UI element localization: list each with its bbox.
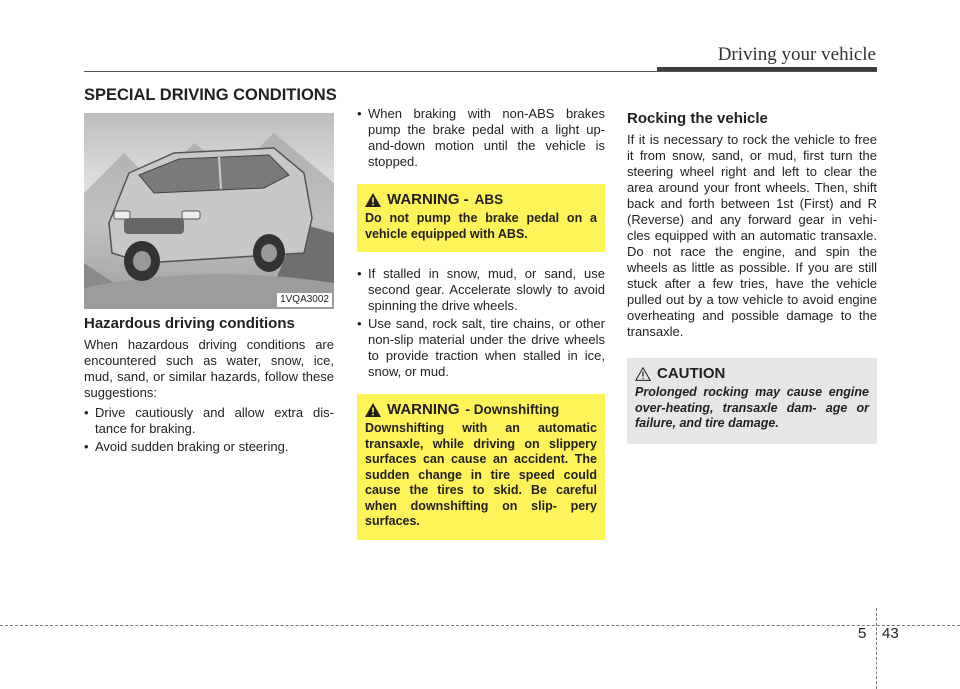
braking-bullet: • When braking with non-ABS brakes pump the brake pedal with a light up- and-down motion until the vehicle is stopped.	[357, 106, 605, 170]
warning-abs-label: WARNING -	[387, 191, 469, 208]
page-number: 43	[882, 625, 899, 642]
hazardous-intro: When hazardous driving conditions are encountered such as water, snow, ice, mud, sand, or similar hazards, follow these suggestions:	[84, 337, 334, 400]
hazardous-bullet-1: • Drive cautiously and allow extra dis- tance for braking.	[84, 405, 334, 437]
warning-abs-sub: ABS	[474, 192, 504, 207]
caution-label: CAUTION	[657, 365, 726, 382]
traction-bullet: • Use sand, rock salt, tire chains, or other non-slip material under the drive wheels to provide traction when stalled in ice, snow, or mud.	[357, 316, 605, 380]
hazardous-bullet-2: • Avoid sudden braking or steering.	[84, 439, 334, 455]
warning-downshift-sub: - Downshifting	[465, 402, 560, 417]
column-middle	[357, 106, 605, 540]
footer-divider	[876, 608, 877, 689]
section-title: SPECIAL DRIVING CONDITIONS	[84, 86, 337, 104]
caution-body: Prolonged rocking may cause engine over-heating, transaxle dam- age or failure, and tire damage.	[635, 385, 869, 430]
column-left	[84, 113, 334, 455]
suv-illustration	[84, 113, 334, 309]
warning-downshift-label: WARNING	[387, 401, 460, 418]
warning-downshift-box	[357, 394, 605, 540]
warning-downshift-body: Downshifting with an automatic transaxle, while driving on slippery surfaces can cause an accident. The sudden change in tire speed could cause the tires to skid. Be careful when downshifting on slip- pery surfaces.	[365, 421, 597, 528]
figure-id: 1VQA3002	[277, 293, 332, 307]
caution-triangle-icon	[635, 367, 651, 381]
warning-triangle-icon	[365, 403, 381, 417]
header-rule	[84, 71, 877, 72]
rocking-body: If it is necessary to rock the vehicle to free it from snow, sand, or mud, first turn the steering wheel right and left to clear the area around your front wheels. Then, shift back and forth between 1st (First) and R (Reverse) and any forward gear in vehi- cles equipped with an automatic transaxle. Do not race the engine, and spin the wheels as little as possible. If you are still stuck after a few tries, have the vehicle pulled out by a tow vehicle to avoid engine overheating and possible damage to the transaxle.	[627, 132, 877, 339]
caution-box	[627, 358, 877, 444]
heading-hazardous: Hazardous driving conditions	[84, 315, 295, 332]
page-chapter-number: 5	[858, 625, 867, 642]
chapter-title: Driving your vehicle	[717, 44, 876, 65]
warning-abs-box	[357, 184, 605, 252]
warning-abs-body: Do not pump the brake pedal on a vehicle equipped with ABS.	[365, 211, 597, 241]
heading-rocking: Rocking the vehicle	[627, 110, 768, 127]
column-right	[627, 110, 877, 444]
stalled-bullet: • If stalled in snow, mud, or sand, use second gear. Accelerate slowly to avoid spinning the drive wheels.	[357, 266, 605, 314]
vehicle-photo	[84, 113, 334, 309]
warning-triangle-icon	[365, 193, 381, 207]
footer-rule	[0, 625, 960, 626]
